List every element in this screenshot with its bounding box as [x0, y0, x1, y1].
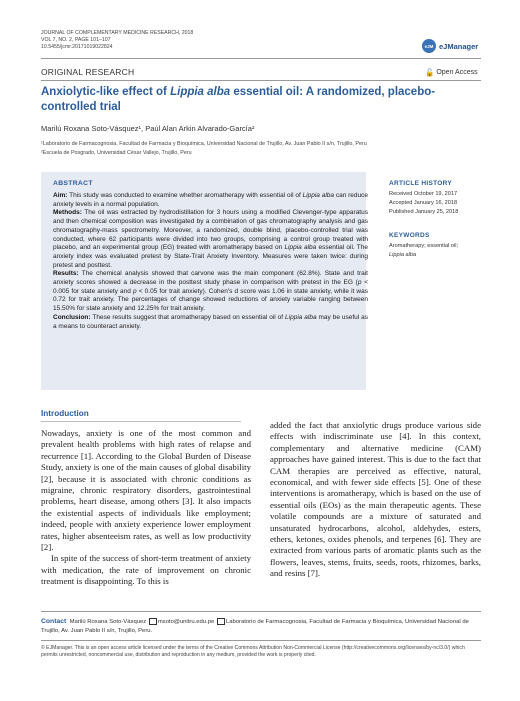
- mail-icon: [149, 618, 157, 625]
- contact-address: Laboratorio de Farmacognosia, Facultad de Farmacia y Bioquímica, Universidad Nacional de Trujillo, Av. Juan Pablo II s/n, Trujillo, Peru.: [41, 619, 469, 634]
- published-date: Published January 25, 2018: [389, 209, 459, 215]
- contact-name: Marilú Roxana Soto-Vásquez: [69, 619, 147, 625]
- address-icon: [217, 618, 225, 625]
- affiliation-2: ²Escuela de Posgrado, Universidad César Vallejo, Trujillo, Peru: [41, 150, 192, 156]
- abstract-heading: ABSTRACT: [53, 180, 93, 187]
- aim-text: This study was conducted to examine whether aromatherapy with essential oil of Lippia alba can reduce anxiety levels in a normal population.: [53, 192, 368, 208]
- header-rule: [41, 58, 481, 59]
- journal-volume: VOL 7, NO. 2, PAGE 101–107: [41, 37, 111, 43]
- journal-doi[interactable]: 10.5455/jcmr.20171019022824: [41, 44, 113, 50]
- contact-label: Contact: [41, 618, 67, 625]
- methods-text: The oil was extracted by hydrodistillation for 3 hours using a modified Clevenger-type apparatus and then chemical composition was investigated by a combination of gas chromatography analysis and gas chromatography-mass spectrometry. Moreover, a randomized, double blind, placebo-controlled trial was conducted, where 62 participants were divided into two groups, comprising a control group treated with placebo, and an experimental group (EG) treated with aromatherapy based on Lippia alba essential oil. The anxiety index was evaluated pretest by State-Trait Anxiety Inventory. Measures were taken twice: during pretest and posttest.: [53, 209, 368, 269]
- methods-label: Methods:: [53, 209, 82, 217]
- intro-paragraph-1: Nowadays, anxiety is one of the most common and prevalent health problems with high rates of relapse and recurrence [1]. According to the Global Burden of Disease Study, anxiety is one of the main causes of global disability [2], because it is associated with chronic conditions as migraine, chronic respiratory disorders, gastrointestinal problems, heart disease, among others [3]. It also impacts the existential aspects of individuals like employment; indeed, people with anxiety experience lower employment rates, higher absenteeism rates, as well as low productivity [2].: [41, 428, 251, 553]
- introduction-rule: [41, 421, 241, 422]
- logo-badge-icon: eJM: [422, 39, 436, 53]
- authors: Marilú Roxana Soto-Vásquez¹, Paúl Alan Arkin Alvarado-García²: [41, 124, 255, 133]
- intro-paragraph-2: In spite of the success of short-term treatment of anxiety with medication, the rate of improvement on chronic treatment is disappointing. To this is: [41, 553, 251, 587]
- conclusion-label: Conclusion:: [53, 313, 91, 321]
- article-title: [41, 85, 481, 114]
- results-label: Results:: [53, 270, 79, 278]
- title-part-2: essential oil: A randomized, placebo-controlled trial: [41, 86, 436, 113]
- contact-email[interactable]: msoto@unitru.edu.pe: [157, 619, 215, 625]
- intro-column-1: [41, 428, 251, 588]
- footer-rule: [41, 611, 481, 612]
- keywords-heading: KEYWORDS: [389, 232, 430, 239]
- introduction-heading: Introduction: [41, 409, 89, 418]
- contact-info: [41, 618, 481, 635]
- keywords-text-species: Lippia alba: [389, 252, 417, 258]
- open-access-label: Open Access: [436, 69, 478, 76]
- journal-name: JOURNAL OF COMPLEMENTARY MEDICINE RESEARCH, 2018: [41, 30, 194, 36]
- title-species: Lippia alba: [170, 86, 231, 98]
- received-date: Received October 19, 2017: [389, 191, 458, 197]
- conclusion-text: These results suggest that aromatherapy based on essential oil of Lippia alba may be useful as a means to counteract anxiety.: [53, 313, 368, 330]
- accepted-date: Accepted January 16, 2018: [389, 200, 458, 206]
- intro-column-2: [270, 420, 481, 580]
- aim-label: Aim:: [53, 192, 68, 199]
- affiliation-1: ¹Laboratorio de Farmacognosia, Facultad de Farmacia y Bioquímica, Universidad Nacional de Trujillo, Av. Juan Pablo II s/n, Trujillo, Peru: [41, 141, 367, 147]
- title-part-1: Anxiolytic-like effect of: [41, 86, 171, 98]
- open-lock-icon: 🔓: [425, 68, 435, 77]
- logo-text: eJManager: [439, 41, 479, 51]
- results-text: The chemical analysis showed that carvone was the main component (62.8%). State and trait anxiety scores showed a decrease in the posttest study phase in comparison with pretest in the EG (p < 0.005 for state anxiety and p < 0.05 for trait anxiety). Cohen's d score was 1.06 in state anxiety, while it was 0.72 for trait anxiety. The percentages of change showed reductions of anxiety variable ranging between 15.50% for state anxiety and 12.25% for trait anxiety.: [53, 270, 368, 313]
- section-label: ORIGINAL RESEARCH: [41, 67, 135, 77]
- abstract-text: [53, 192, 368, 331]
- open-access-badge: [425, 68, 478, 77]
- intro-paragraph-3: added the fact that anxiolytic drugs produce various side effects with indiscriminate use [4]. In this context, complementary and alternative medicine (CAM) approaches have gained interest. This is due to the fact that CAM therapies are perceived as effective, natural, economical, and with fewer side effects [5]. One of these interventions is aromatherapy, which is based on the use of essential oils (EOs) as the main therapeutic agents. These volatile compounds are a mixture of saturated and unsaturated hydrocarbons, alcohol, aldehydes, esters, ethers, ketones, oxides phenols, and terpenes [6]. They are extracted from various parts of aromatic plants such as the flowers, leaves, stems, fruits, seeds, roots, rhizomes, barks, and resins [7].: [270, 420, 481, 579]
- license-text: © EJManager. This is an open access article licensed under the terms of the Creative Commons Attribution Non-Commercial License (http://creativecommons.org/licenses/by-nc/3.0/) which permits unrestricted, noncommercial use, distribution and reproduction in any medium, provided the work is properly cited.: [41, 645, 465, 659]
- license-rule: [41, 640, 481, 641]
- publisher-logo[interactable]: [422, 39, 478, 53]
- article-history-heading: ARTICLE HISTORY: [389, 180, 453, 187]
- section-rule: [41, 80, 481, 81]
- keywords-text: Aromatherapy; essential oil;: [389, 243, 459, 249]
